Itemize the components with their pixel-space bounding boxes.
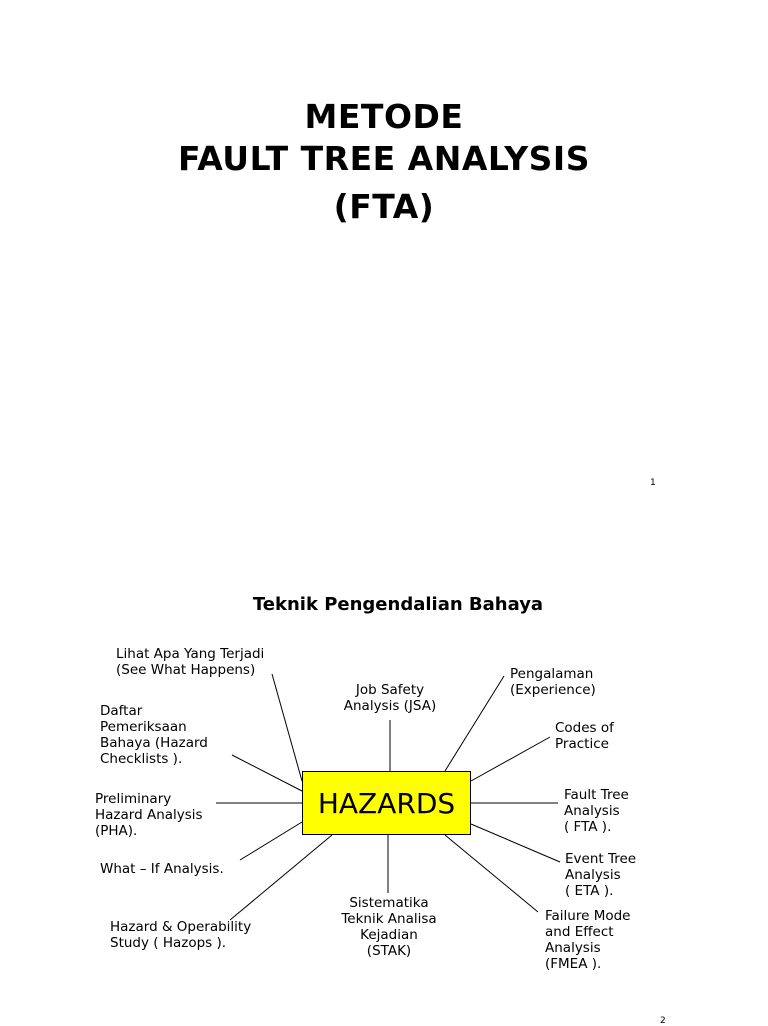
connector-codes bbox=[471, 737, 550, 781]
page-number-2: 2 bbox=[660, 1016, 666, 1026]
label-pha: Preliminary Hazard Analysis (PHA). bbox=[95, 791, 203, 839]
connector-checklists bbox=[232, 755, 302, 791]
label-eta: Event Tree Analysis ( ETA ). bbox=[565, 851, 637, 899]
label-stak: Sistematika Teknik Analisa Kejadian (STAK) bbox=[341, 895, 437, 959]
connector-eta bbox=[471, 824, 560, 862]
label-checklists: Daftar Pemeriksaan Bahaya (Hazard Checklists ). bbox=[100, 703, 208, 767]
diagram-title: Teknik Pengendalian Bahaya bbox=[252, 594, 544, 615]
label-experience: Pengalaman (Experience) bbox=[510, 666, 596, 698]
title-line-1: METODE bbox=[304, 97, 464, 136]
title-line-2: FAULT TREE ANALYSIS bbox=[178, 139, 590, 178]
page-number-1: 1 bbox=[650, 478, 656, 488]
label-what-if: What – If Analysis. bbox=[100, 861, 224, 877]
connector-experience bbox=[445, 676, 504, 771]
connector-what-if bbox=[240, 822, 302, 860]
connector-see-what-happens bbox=[272, 674, 302, 781]
label-see-what-happens: Lihat Apa Yang Terjadi (See What Happens) bbox=[116, 646, 265, 678]
label-fta: Fault Tree Analysis ( FTA ). bbox=[564, 787, 629, 835]
label-codes: Codes of Practice bbox=[555, 720, 614, 752]
hazards-box: HAZARDS bbox=[302, 771, 471, 835]
title-line-3: (FTA) bbox=[333, 187, 435, 226]
label-jsa: Job Safety Analysis (JSA) bbox=[343, 682, 437, 714]
label-hazops: Hazard & Operability Study ( Hazops ). bbox=[110, 919, 252, 951]
connector-hazops bbox=[230, 835, 332, 920]
label-fmea: Failure Mode and Effect Analysis (FMEA ). bbox=[545, 908, 631, 972]
